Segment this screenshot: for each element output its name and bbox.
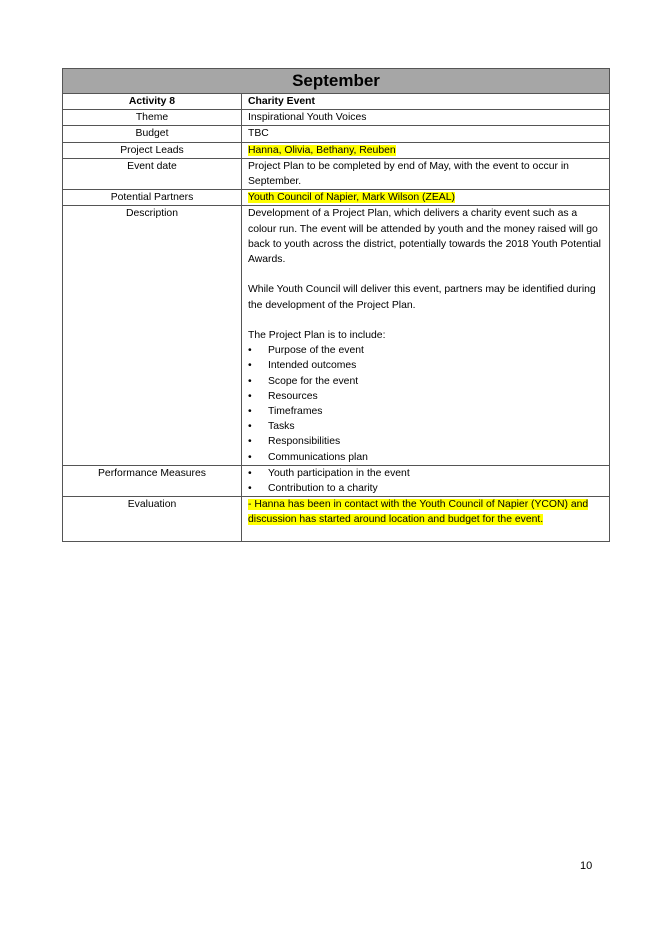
bullet-icon: • [248, 421, 252, 433]
list-item-text: Communications plan [268, 451, 368, 463]
performance-measures-list [248, 466, 603, 496]
plan-contents-list [248, 343, 603, 465]
description-cell [242, 206, 610, 465]
evaluation-label: Evaluation [63, 497, 242, 542]
project-leads-value: Hanna, Olivia, Bethany, Reuben [248, 144, 396, 156]
activity-value: Charity Event [242, 94, 610, 110]
table-row [63, 206, 610, 465]
bullet-icon: • [248, 375, 252, 387]
table-row [63, 142, 610, 158]
theme-value: Inspirational Youth Voices [242, 110, 610, 126]
potential-partners-value: Youth Council of Napier, Mark Wilson (ZEAL) [248, 192, 455, 204]
list-item [248, 343, 603, 358]
list-item [248, 404, 603, 419]
table-row [63, 497, 610, 542]
list-item [248, 389, 603, 404]
bullet-icon: • [248, 406, 252, 418]
list-item-text: Responsibilities [268, 436, 341, 448]
description-paragraph-1: Development of a Project Plan, which delivers a charity event such as a colour run. The event will be attended by youth and the money raised will go back to youth across the district, potentially towards the 2018 Youth Potential Awards. [248, 208, 601, 266]
list-item [248, 434, 603, 449]
activity-label: Activity 8 [63, 94, 242, 110]
evaluation-cell [242, 497, 610, 542]
table-header-row [63, 69, 610, 94]
performance-measures-label: Performance Measures [63, 465, 242, 496]
bullet-icon: • [248, 451, 252, 463]
list-item [248, 481, 603, 496]
list-item-text: Scope for the event [268, 375, 359, 387]
activity-plan-table [62, 68, 610, 542]
list-item [248, 374, 603, 389]
project-leads-cell [242, 142, 610, 158]
list-item-text: Resources [268, 390, 318, 402]
bullet-icon: • [248, 345, 252, 357]
bullet-icon: • [248, 467, 252, 479]
description-paragraph-2: While Youth Council will deliver this event, partners may be identified during the development of the Project Plan. [248, 284, 596, 311]
paragraph-spacer [248, 313, 603, 328]
list-item-text: Timeframes [268, 406, 323, 418]
bullet-icon: • [248, 436, 252, 448]
month-heading: September [63, 69, 610, 94]
page-number: 10 [580, 860, 593, 872]
description-label: Description [63, 206, 242, 465]
table-row [63, 190, 610, 206]
description-paragraph-3: The Project Plan is to include: [248, 330, 386, 342]
paragraph-spacer [248, 267, 603, 282]
budget-label: Budget [63, 126, 242, 142]
potential-partners-cell [242, 190, 610, 206]
list-item-text: Purpose of the event [268, 345, 364, 357]
table-row [63, 126, 610, 142]
list-item [248, 419, 603, 434]
project-leads-label: Project Leads [63, 142, 242, 158]
bullet-icon: • [248, 390, 252, 402]
performance-measures-cell [242, 465, 610, 496]
list-item-text: Tasks [268, 421, 295, 433]
list-item [248, 450, 603, 465]
table-row [63, 94, 610, 110]
evaluation-value: - Hanna has been in contact with the Youth Council of Napier (YCON) and discussion has started around location and budget for the event. [248, 499, 589, 526]
budget-value: TBC [242, 126, 610, 142]
list-item-text: Intended outcomes [268, 360, 357, 372]
bullet-icon: • [248, 360, 252, 372]
list-item [248, 358, 603, 373]
potential-partners-label: Potential Partners [63, 190, 242, 206]
list-item [248, 466, 603, 481]
table-row [63, 465, 610, 496]
list-item-text: Youth participation in the event [268, 467, 410, 479]
theme-label: Theme [63, 110, 242, 126]
table-row [63, 158, 610, 189]
bullet-icon: • [248, 483, 252, 495]
event-date-label: Event date [63, 158, 242, 189]
event-date-value: Project Plan to be completed by end of May, with the event to occur in September. [242, 158, 610, 189]
list-item-text: Contribution to a charity [268, 483, 378, 495]
table-row [63, 110, 610, 126]
